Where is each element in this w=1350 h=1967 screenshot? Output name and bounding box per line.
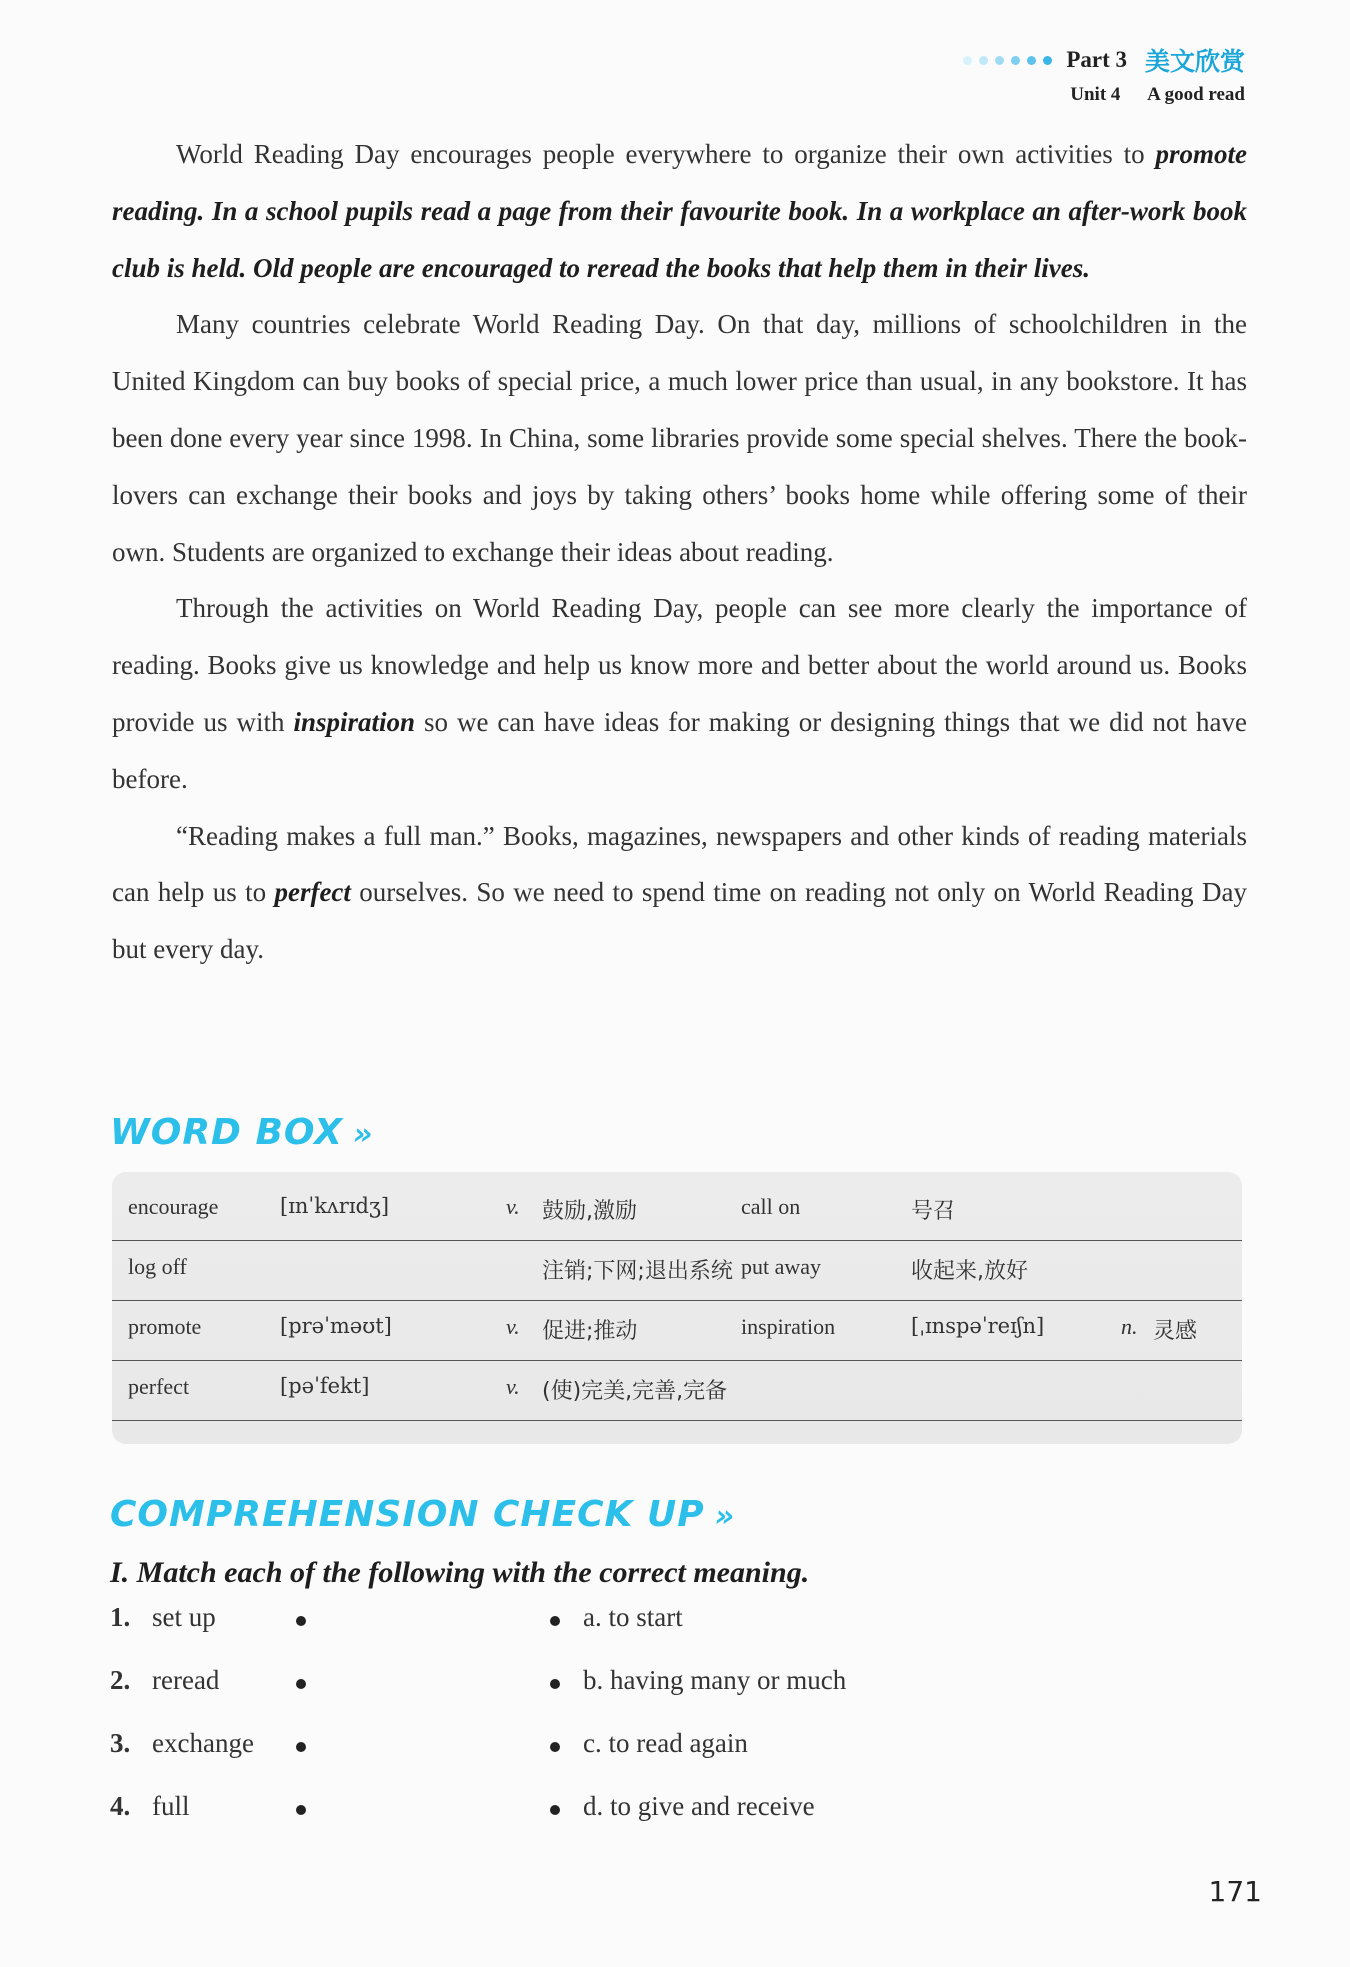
dot-icon <box>963 56 972 65</box>
decorative-dots <box>963 56 1052 65</box>
match-term: set up <box>152 1602 216 1632</box>
vocab-word: put away <box>741 1254 822 1279</box>
paragraph-text: World Reading Day encourages people everywhere to organize their own activities to <box>176 139 1156 169</box>
bullet-dot-icon[interactable] <box>550 1742 560 1752</box>
vocab-word: inspiration <box>741 1314 836 1339</box>
match-item <box>110 1791 1010 1831</box>
vocab-meaning: 鼓励,激励 <box>542 1199 637 1224</box>
vocab-word: call on <box>741 1194 801 1219</box>
match-item <box>110 1728 1010 1768</box>
vocab-phonetic: [prəˈməʊt] <box>280 1314 392 1338</box>
comprehension-heading <box>110 1494 735 1535</box>
match-number: 3. <box>110 1728 131 1758</box>
emphasized-text: inspiration <box>293 706 415 737</box>
dot-icon <box>1011 56 1020 65</box>
vocab-meaning: 注销;下网;退出系统 <box>542 1259 733 1284</box>
word-box-table <box>112 1172 1242 1444</box>
page-header <box>963 42 1245 106</box>
match-item <box>110 1665 1010 1705</box>
match-number: 1. <box>110 1602 131 1632</box>
vocab-phonetic: [ˌɪnspəˈreɪʃn] <box>911 1314 1045 1338</box>
word-box-row <box>112 1360 1242 1421</box>
article-paragraph <box>112 808 1247 978</box>
part-title-cn: 美文欣赏 <box>1144 47 1245 76</box>
paragraph-text: Through the activities on World Reading Day, people can see more clearly the importance of reading. Books give us knowledge and help us know more and better about the world around us. Books provide us with <box>112 593 1247 737</box>
bullet-dot-icon[interactable] <box>296 1742 306 1752</box>
header-part-line <box>963 42 1245 78</box>
match-number: 4. <box>110 1791 131 1821</box>
match-definition: c. to read again <box>583 1728 748 1758</box>
vocab-pos: v. <box>506 1194 520 1219</box>
comprehension-title: COMPREHENSION CHECK UP <box>110 1494 705 1535</box>
word-box-heading <box>110 1112 373 1153</box>
article-paragraph <box>112 126 1247 296</box>
dot-icon <box>1027 56 1036 65</box>
emphasized-text: perfect <box>274 877 351 908</box>
word-box-row <box>112 1180 1242 1241</box>
article-paragraph <box>112 296 1247 580</box>
dot-icon <box>995 56 1004 65</box>
vocab-meaning: 号召 <box>911 1199 956 1224</box>
word-box-row <box>112 1300 1242 1361</box>
vocab-pos: v. <box>506 1314 520 1339</box>
page-number: 171 <box>1208 1875 1262 1908</box>
match-term: exchange <box>152 1728 254 1758</box>
vocab-word: perfect <box>128 1374 190 1399</box>
unit-title: A good read <box>1147 84 1245 105</box>
word-box-row <box>112 1240 1242 1301</box>
header-unit-line <box>963 84 1245 106</box>
unit-label: Unit 4 <box>1070 84 1121 105</box>
match-term: reread <box>152 1665 220 1695</box>
vocab-pos: n. <box>1121 1314 1138 1339</box>
bullet-dot-icon[interactable] <box>550 1805 560 1815</box>
vocab-meaning: 促进;推动 <box>542 1319 638 1344</box>
vocab-word: promote <box>128 1314 202 1339</box>
dot-icon <box>979 56 988 65</box>
match-definition: d. to give and receive <box>583 1791 815 1821</box>
bullet-dot-icon[interactable] <box>296 1616 306 1626</box>
vocab-meaning: 灵感 <box>1153 1319 1198 1344</box>
match-term: full <box>152 1791 190 1821</box>
vocab-word: log off <box>128 1254 187 1279</box>
bullet-dot-icon[interactable] <box>550 1616 560 1626</box>
chevron-right-icon: » <box>714 1499 736 1534</box>
match-definition: a. to start <box>583 1602 683 1632</box>
paragraph-text: “Reading makes a full man.” Books, magazines, newspapers and other kinds of reading materials can help us to <box>112 820 1247 908</box>
match-item <box>110 1602 1010 1642</box>
bullet-dot-icon[interactable] <box>296 1679 306 1689</box>
chevron-right-icon: » <box>352 1117 374 1152</box>
vocab-meaning: (使)完美,完善,完备 <box>542 1379 728 1404</box>
word-box-title: WORD BOX <box>110 1112 343 1153</box>
part-label: Part 3 <box>1066 47 1127 72</box>
bullet-dot-icon[interactable] <box>550 1679 560 1689</box>
bullet-dot-icon[interactable] <box>296 1805 306 1815</box>
match-definition: b. having many or much <box>583 1665 847 1695</box>
vocab-phonetic: [pəˈfekt] <box>280 1374 370 1398</box>
emphasized-text: promote reading. In a school pupils read a page from their favourite book. In a workplace an after-work book club is held. Old people are encouraged to reread the books that help them in their lives. <box>112 139 1247 283</box>
vocab-word: encourage <box>128 1194 219 1219</box>
paragraph-text: Many countries celebrate World Reading Day. On that day, millions of schoolchildren in the United Kingdom can buy books of special price, a much lower price than usual, in any bookstore. It has been done every year since 1998. In China, some libraries provide some special shelves. There the book-lovers can exchange their books and joys by taking others’ books home while offering some of their own. Students are organized to exchange their ideas about reading. <box>112 309 1247 567</box>
match-number: 2. <box>110 1665 131 1695</box>
article-paragraph <box>112 580 1247 807</box>
paragraph-text: ourselves. So we need to spend time on reading not only on World Reading Day but every day. <box>112 877 1247 965</box>
article-body <box>112 126 1247 978</box>
paragraph-text: so we can have ideas for making or designing things that we did not have before. <box>112 706 1247 794</box>
dot-icon <box>1043 56 1052 65</box>
vocab-meaning: 收起来,放好 <box>911 1259 1028 1284</box>
exercise-instruction: I. Match each of the following with the correct meaning. <box>110 1556 810 1589</box>
vocab-phonetic: [ɪnˈkʌrɪdʒ] <box>280 1194 390 1218</box>
vocab-pos: v. <box>506 1374 520 1399</box>
